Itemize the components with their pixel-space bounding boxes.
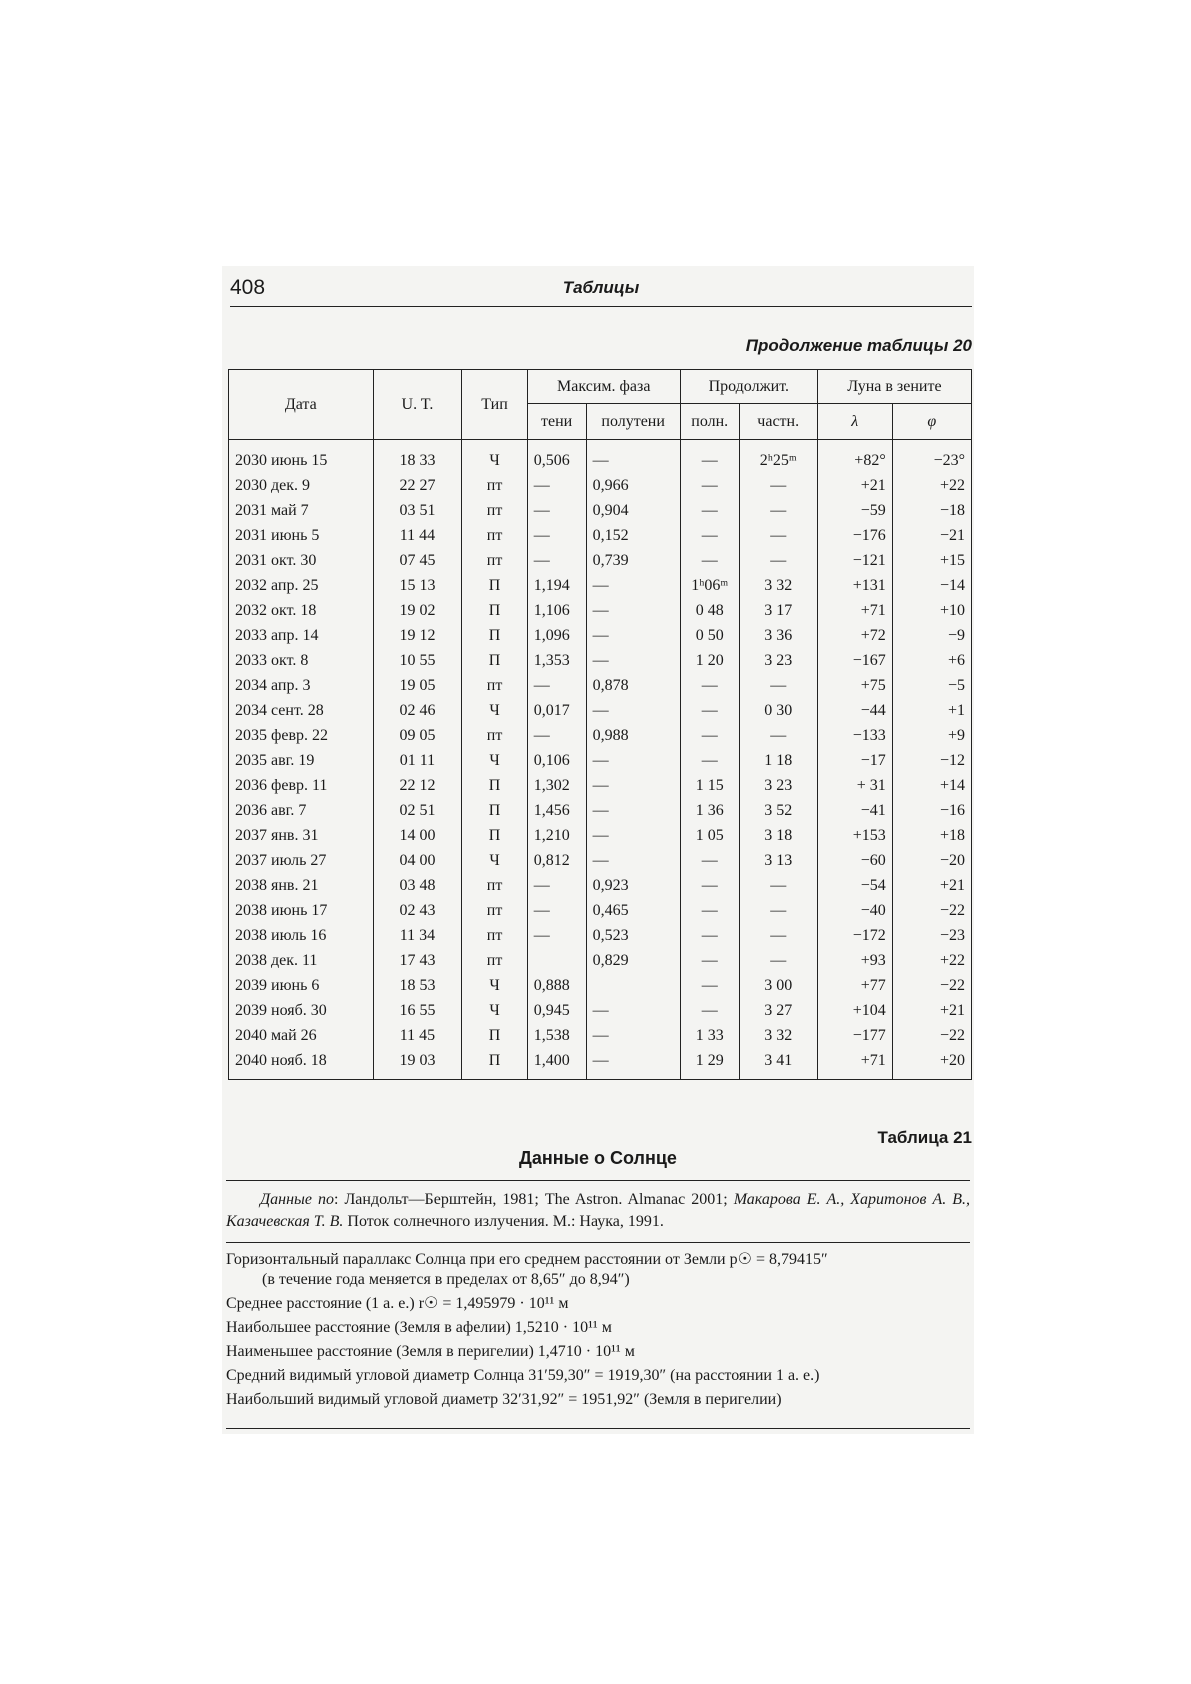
cell-ut: 01 11 — [373, 748, 462, 773]
middle-rule — [226, 1242, 970, 1243]
cell-ut: 19 02 — [373, 598, 462, 623]
cell-ut: 07 45 — [373, 548, 462, 573]
cell-date: 2035 февр. 22 — [229, 723, 374, 748]
cell-umbra-phase: 0,812 — [527, 848, 586, 873]
table-row — [229, 923, 972, 948]
cell-penumbra-phase: — — [586, 748, 680, 773]
cell-lambda: +153 — [817, 823, 892, 848]
sources-text-2: Поток солнечного излучения. М.: Наука, 1991. — [343, 1213, 664, 1230]
cell-date: 2040 нояб. 18 — [229, 1048, 374, 1080]
cell-phi: −16 — [892, 798, 971, 823]
cell-lambda: −176 — [817, 523, 892, 548]
cell-phi: −22 — [892, 973, 971, 998]
cell-lambda: +104 — [817, 998, 892, 1023]
cell-umbra-phase: — — [527, 473, 586, 498]
cell-type: Ч — [462, 973, 527, 998]
cell-lambda: −133 — [817, 723, 892, 748]
col-header-ut: U. T. — [373, 370, 462, 440]
col-header-date: Дата — [229, 370, 374, 440]
cell-full-duration: — — [680, 723, 739, 748]
col-header-phi: φ — [892, 404, 971, 440]
cell-lambda: + 31 — [817, 773, 892, 798]
cell-partial-duration: — — [739, 923, 817, 948]
cell-ut: 19 03 — [373, 1048, 462, 1080]
cell-type: П — [462, 623, 527, 648]
cell-phi: +22 — [892, 473, 971, 498]
cell-penumbra-phase: — — [586, 698, 680, 723]
cell-lambda: +72 — [817, 623, 892, 648]
cell-full-duration: 1 15 — [680, 773, 739, 798]
cell-type: пт — [462, 523, 527, 548]
table-row — [229, 573, 972, 598]
cell-phi: +21 — [892, 873, 971, 898]
cell-date: 2035 авг. 19 — [229, 748, 374, 773]
cell-partial-duration: 2ʰ25ᵐ — [739, 440, 817, 474]
cell-lambda: +71 — [817, 1048, 892, 1080]
cell-date: 2030 дек. 9 — [229, 473, 374, 498]
cell-penumbra-phase: — — [586, 1023, 680, 1048]
bottom-rule — [226, 1428, 970, 1429]
cell-partial-duration: 1 18 — [739, 748, 817, 773]
cell-partial-duration: 3 27 — [739, 998, 817, 1023]
col-header-partial: частн. — [739, 404, 817, 440]
cell-ut: 19 05 — [373, 673, 462, 698]
col-header-max-phase: Максим. фаза — [527, 370, 680, 404]
cell-umbra-phase: — — [527, 723, 586, 748]
fact-mean-distance: Среднее расстояние (1 а. е.) r☉ = 1,495979 · 10¹¹ м — [226, 1295, 569, 1312]
cell-ut: 09 05 — [373, 723, 462, 748]
table-row — [229, 473, 972, 498]
cell-date: 2031 июнь 5 — [229, 523, 374, 548]
cell-date: 2039 июнь 6 — [229, 973, 374, 998]
cell-lambda: −177 — [817, 1023, 892, 1048]
table-row — [229, 1048, 972, 1080]
page-number: 408 — [230, 276, 266, 299]
cell-phi: −12 — [892, 748, 971, 773]
table-row — [229, 798, 972, 823]
cell-phi: +9 — [892, 723, 971, 748]
cell-full-duration: 1 20 — [680, 648, 739, 673]
cell-penumbra-phase: — — [586, 598, 680, 623]
cell-umbra-phase: 1,456 — [527, 798, 586, 823]
cell-phi: +20 — [892, 1048, 971, 1080]
cell-ut: 16 55 — [373, 998, 462, 1023]
page-header — [230, 276, 972, 307]
cell-full-duration: — — [680, 698, 739, 723]
cell-lambda: +77 — [817, 973, 892, 998]
cell-type: пт — [462, 473, 527, 498]
cell-phi: +14 — [892, 773, 971, 798]
cell-phi: +6 — [892, 648, 971, 673]
cell-umbra-phase: 0,506 — [527, 440, 586, 474]
cell-partial-duration: 0 30 — [739, 698, 817, 723]
table-row — [229, 598, 972, 623]
cell-penumbra-phase: — — [586, 823, 680, 848]
cell-date: 2031 окт. 30 — [229, 548, 374, 573]
cell-type: пт — [462, 548, 527, 573]
cell-type: П — [462, 598, 527, 623]
cell-phi: +21 — [892, 998, 971, 1023]
cell-full-duration: — — [680, 473, 739, 498]
col-header-type: Тип — [462, 370, 527, 440]
cell-umbra-phase: 0,888 — [527, 973, 586, 998]
cell-partial-duration: — — [739, 498, 817, 523]
cell-umbra-phase: — — [527, 873, 586, 898]
running-title: Таблицы — [562, 278, 640, 297]
cell-date: 2031 май 7 — [229, 498, 374, 523]
cell-date: 2038 июнь 17 — [229, 898, 374, 923]
cell-lambda: −44 — [817, 698, 892, 723]
cell-type: Ч — [462, 998, 527, 1023]
cell-partial-duration: 3 52 — [739, 798, 817, 823]
cell-full-duration: 0 50 — [680, 623, 739, 648]
cell-phi: −5 — [892, 673, 971, 698]
cell-ut: 19 12 — [373, 623, 462, 648]
cell-ut: 02 46 — [373, 698, 462, 723]
cell-umbra-phase: 1,096 — [527, 623, 586, 648]
table-row — [229, 673, 972, 698]
table-row — [229, 748, 972, 773]
cell-phi: −20 — [892, 848, 971, 873]
cell-ut: 22 27 — [373, 473, 462, 498]
cell-ut: 11 34 — [373, 923, 462, 948]
cell-penumbra-phase: 0,739 — [586, 548, 680, 573]
table-row — [229, 723, 972, 748]
cell-partial-duration: — — [739, 873, 817, 898]
cell-lambda: +131 — [817, 573, 892, 598]
cell-type: Ч — [462, 748, 527, 773]
table-row — [229, 440, 972, 474]
cell-type: пт — [462, 498, 527, 523]
cell-full-duration: — — [680, 498, 739, 523]
cell-full-duration: — — [680, 848, 739, 873]
cell-umbra-phase: 1,194 — [527, 573, 586, 598]
cell-full-duration: 1ʰ06ᵐ — [680, 573, 739, 598]
cell-lambda: −172 — [817, 923, 892, 948]
table21-label: Таблица 21 — [877, 1128, 972, 1147]
cell-penumbra-phase — [586, 973, 680, 998]
cell-date: 2040 май 26 — [229, 1023, 374, 1048]
cell-full-duration: — — [680, 923, 739, 948]
cell-partial-duration: — — [739, 523, 817, 548]
cell-ut: 17 43 — [373, 948, 462, 973]
cell-ut: 22 12 — [373, 773, 462, 798]
cell-partial-duration: 3 18 — [739, 823, 817, 848]
cell-full-duration: 1 29 — [680, 1048, 739, 1080]
cell-penumbra-phase: 0,829 — [586, 948, 680, 973]
cell-phi: −18 — [892, 498, 971, 523]
cell-ut: 14 00 — [373, 823, 462, 848]
table-row — [229, 548, 972, 573]
cell-partial-duration: — — [739, 723, 817, 748]
cell-umbra-phase: 0,017 — [527, 698, 586, 723]
book-page — [222, 266, 974, 1434]
table-row — [229, 523, 972, 548]
fact-mean-diameter: Средний видимый угловой диаметр Солнца 31′59,30″ = 1919,30″ (на расстоянии 1 а. е.) — [226, 1367, 820, 1384]
cell-lambda: −17 — [817, 748, 892, 773]
col-header-lambda: λ — [817, 404, 892, 440]
cell-partial-duration: — — [739, 898, 817, 923]
cell-penumbra-phase: 0,465 — [586, 898, 680, 923]
cell-partial-duration: 3 41 — [739, 1048, 817, 1080]
cell-penumbra-phase: — — [586, 773, 680, 798]
cell-date: 2039 нояб. 30 — [229, 998, 374, 1023]
cell-umbra-phase: — — [527, 523, 586, 548]
cell-ut: 02 51 — [373, 798, 462, 823]
cell-date: 2033 апр. 14 — [229, 623, 374, 648]
cell-phi: −23° — [892, 440, 971, 474]
cell-umbra-phase: — — [527, 898, 586, 923]
eclipse-table — [228, 369, 972, 1080]
cell-phi: −14 — [892, 573, 971, 598]
cell-ut: 15 13 — [373, 573, 462, 598]
table-row — [229, 623, 972, 648]
cell-type: пт — [462, 898, 527, 923]
cell-ut: 10 55 — [373, 648, 462, 673]
cell-partial-duration: 3 32 — [739, 573, 817, 598]
cell-partial-duration: 3 00 — [739, 973, 817, 998]
table-row — [229, 698, 972, 723]
cell-date: 2036 февр. 11 — [229, 773, 374, 798]
cell-type: пт — [462, 948, 527, 973]
cell-partial-duration: 3 23 — [739, 648, 817, 673]
cell-type: Ч — [462, 440, 527, 474]
cell-lambda: −121 — [817, 548, 892, 573]
cell-type: П — [462, 823, 527, 848]
cell-full-duration: — — [680, 440, 739, 474]
sun-facts — [226, 1248, 970, 1412]
cell-type: П — [462, 1023, 527, 1048]
fact-parallax — [226, 1248, 970, 1292]
cell-date: 2038 дек. 11 — [229, 948, 374, 973]
cell-penumbra-phase: — — [586, 798, 680, 823]
cell-umbra-phase: — — [527, 673, 586, 698]
cell-date: 2030 июнь 15 — [229, 440, 374, 474]
cell-lambda: −54 — [817, 873, 892, 898]
cell-ut: 11 44 — [373, 523, 462, 548]
cell-date: 2037 июль 27 — [229, 848, 374, 873]
cell-full-duration: — — [680, 748, 739, 773]
cell-umbra-phase: 1,302 — [527, 773, 586, 798]
cell-ut: 11 45 — [373, 1023, 462, 1048]
cell-full-duration: — — [680, 898, 739, 923]
cell-date: 2038 июль 16 — [229, 923, 374, 948]
cell-type: Ч — [462, 848, 527, 873]
sources-authors: Макарова Е. А., Харитонов А. В., Казачевская Т. В. — [226, 1191, 971, 1230]
cell-ut: 02 43 — [373, 898, 462, 923]
cell-umbra-phase: 1,210 — [527, 823, 586, 848]
cell-phi: +15 — [892, 548, 971, 573]
table-row — [229, 898, 972, 923]
sources-text-1: : Ландольт—Берштейн, 1981; The Astron. Almanac 2001; — [334, 1191, 734, 1208]
fact-parallax-line2: (в течение года меняется в пределах от 8,65″ до 8,94″) — [262, 1271, 630, 1288]
cell-penumbra-phase: — — [586, 998, 680, 1023]
cell-partial-duration: 3 36 — [739, 623, 817, 648]
cell-partial-duration: — — [739, 948, 817, 973]
cell-phi: −22 — [892, 1023, 971, 1048]
cell-penumbra-phase: 0,966 — [586, 473, 680, 498]
cell-full-duration: — — [680, 948, 739, 973]
cell-type: П — [462, 573, 527, 598]
cell-penumbra-phase: — — [586, 623, 680, 648]
cell-umbra-phase — [527, 948, 586, 973]
cell-lambda: +93 — [817, 948, 892, 973]
cell-umbra-phase: 1,538 — [527, 1023, 586, 1048]
cell-lambda: −59 — [817, 498, 892, 523]
table-continuation-caption: Продолжение таблицы 20 — [745, 336, 972, 355]
cell-full-duration: — — [680, 548, 739, 573]
cell-full-duration: 0 48 — [680, 598, 739, 623]
table-row — [229, 998, 972, 1023]
cell-type: Ч — [462, 698, 527, 723]
fact-max-distance: Наибольшее расстояние (Земля в афелии) 1,5210 · 10¹¹ м — [226, 1319, 612, 1336]
cell-penumbra-phase: 0,523 — [586, 923, 680, 948]
cell-umbra-phase: — — [527, 498, 586, 523]
cell-date: 2034 апр. 3 — [229, 673, 374, 698]
cell-lambda: +82° — [817, 440, 892, 474]
cell-date: 2032 окт. 18 — [229, 598, 374, 623]
table-row — [229, 848, 972, 873]
cell-date: 2032 апр. 25 — [229, 573, 374, 598]
table21-title: Данные о Солнце — [519, 1148, 677, 1168]
eclipse-table-body — [229, 440, 972, 1080]
cell-type: П — [462, 798, 527, 823]
cell-phi: +1 — [892, 698, 971, 723]
cell-umbra-phase: 1,106 — [527, 598, 586, 623]
cell-penumbra-phase: 0,152 — [586, 523, 680, 548]
table-row — [229, 823, 972, 848]
table-row — [229, 873, 972, 898]
cell-date: 2036 авг. 7 — [229, 798, 374, 823]
cell-ut: 04 00 — [373, 848, 462, 873]
cell-partial-duration: 3 13 — [739, 848, 817, 873]
cell-lambda: −60 — [817, 848, 892, 873]
cell-date: 2037 янв. 31 — [229, 823, 374, 848]
cell-type: пт — [462, 873, 527, 898]
cell-type: пт — [462, 723, 527, 748]
cell-type: П — [462, 773, 527, 798]
cell-partial-duration: — — [739, 673, 817, 698]
cell-penumbra-phase: — — [586, 648, 680, 673]
cell-full-duration: — — [680, 673, 739, 698]
cell-partial-duration: 3 32 — [739, 1023, 817, 1048]
cell-ut: 18 53 — [373, 973, 462, 998]
col-header-full: полн. — [680, 404, 739, 440]
cell-ut: 03 48 — [373, 873, 462, 898]
cell-full-duration: — — [680, 873, 739, 898]
cell-full-duration: 1 33 — [680, 1023, 739, 1048]
cell-penumbra-phase: — — [586, 848, 680, 873]
table-row — [229, 1023, 972, 1048]
cell-phi: +18 — [892, 823, 971, 848]
col-header-moon-zenith: Луна в зените — [817, 370, 971, 404]
cell-umbra-phase: — — [527, 923, 586, 948]
table-row — [229, 948, 972, 973]
cell-partial-duration: — — [739, 548, 817, 573]
cell-lambda: +75 — [817, 673, 892, 698]
table-row — [229, 648, 972, 673]
cell-partial-duration: 3 17 — [739, 598, 817, 623]
cell-type: пт — [462, 923, 527, 948]
sources-lead: Данные по — [260, 1191, 334, 1208]
cell-full-duration: — — [680, 973, 739, 998]
cell-type: П — [462, 648, 527, 673]
cell-phi: −21 — [892, 523, 971, 548]
cell-lambda: −40 — [817, 898, 892, 923]
cell-umbra-phase: — — [527, 548, 586, 573]
fact-max-diameter: Наибольший видимый угловой диаметр 32′31,92″ = 1951,92″ (Земля в перигелии) — [226, 1391, 782, 1408]
table-row — [229, 498, 972, 523]
cell-umbra-phase: 0,106 — [527, 748, 586, 773]
cell-partial-duration: — — [739, 473, 817, 498]
cell-date: 2038 янв. 21 — [229, 873, 374, 898]
cell-umbra-phase: 1,400 — [527, 1048, 586, 1080]
cell-phi: −23 — [892, 923, 971, 948]
cell-phi: −22 — [892, 898, 971, 923]
cell-ut: 03 51 — [373, 498, 462, 523]
cell-lambda: +71 — [817, 598, 892, 623]
cell-phi: −9 — [892, 623, 971, 648]
cell-full-duration: 1 05 — [680, 823, 739, 848]
cell-full-duration: 1 36 — [680, 798, 739, 823]
cell-penumbra-phase: 0,878 — [586, 673, 680, 698]
cell-lambda: −167 — [817, 648, 892, 673]
cell-penumbra-phase: 0,904 — [586, 498, 680, 523]
col-header-umbra: тени — [527, 404, 586, 440]
cell-penumbra-phase: 0,988 — [586, 723, 680, 748]
cell-phi: +10 — [892, 598, 971, 623]
cell-phi: +22 — [892, 948, 971, 973]
cell-penumbra-phase: 0,923 — [586, 873, 680, 898]
top-rule — [226, 1180, 970, 1181]
table-row — [229, 973, 972, 998]
cell-umbra-phase: 0,945 — [527, 998, 586, 1023]
cell-partial-duration: 3 23 — [739, 773, 817, 798]
table-row — [229, 773, 972, 798]
cell-penumbra-phase: — — [586, 440, 680, 474]
cell-type: П — [462, 1048, 527, 1080]
cell-type: пт — [462, 673, 527, 698]
cell-ut: 18 33 — [373, 440, 462, 474]
fact-parallax-line1: Горизонтальный параллакс Солнца при его среднем расстоянии от Земли p☉ = 8,79415″ — [226, 1251, 828, 1268]
cell-lambda: −41 — [817, 798, 892, 823]
cell-date: 2033 окт. 8 — [229, 648, 374, 673]
cell-full-duration: — — [680, 998, 739, 1023]
cell-full-duration: — — [680, 523, 739, 548]
col-header-duration: Продолжит. — [680, 370, 817, 404]
fact-min-distance: Наименьшее расстояние (Земля в перигелии) 1,4710 · 10¹¹ м — [226, 1343, 635, 1360]
cell-date: 2034 сент. 28 — [229, 698, 374, 723]
col-header-penumbra: полутени — [586, 404, 680, 440]
cell-penumbra-phase: — — [586, 1048, 680, 1080]
cell-penumbra-phase: — — [586, 573, 680, 598]
sources-paragraph — [226, 1189, 970, 1233]
cell-lambda: +21 — [817, 473, 892, 498]
cell-umbra-phase: 1,353 — [527, 648, 586, 673]
